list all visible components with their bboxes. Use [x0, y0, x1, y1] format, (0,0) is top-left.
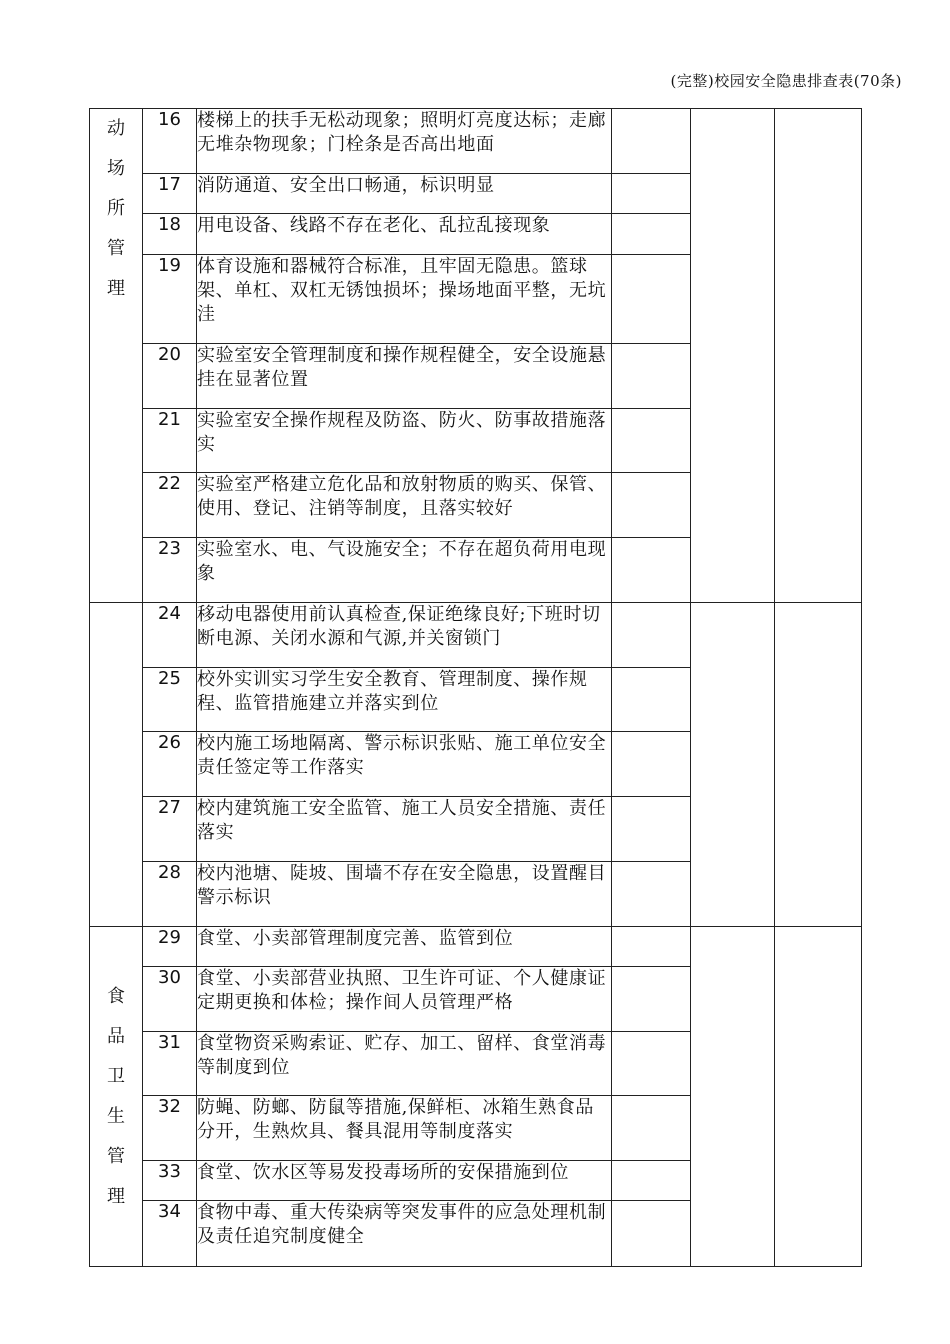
empty-cell[interactable]: [612, 473, 691, 538]
item-number: 28: [143, 862, 197, 927]
empty-cell[interactable]: [612, 409, 691, 473]
item-text: 实验室安全操作规程及防盗、防火、防事故措施落实: [197, 409, 612, 473]
item-number: 32: [143, 1096, 197, 1161]
empty-cell[interactable]: [691, 109, 775, 603]
item-text: 用电设备、线路不存在老化、乱拉乱接现象: [197, 214, 612, 255]
item-text: 校外实训实习学生安全教育、管理制度、操作规程、监管措施建立并落实到位: [197, 668, 612, 732]
empty-cell[interactable]: [691, 927, 775, 1267]
empty-cell[interactable]: [691, 603, 775, 927]
item-text: 食堂物资采购索证、贮存、加工、留样、食堂消毒等制度到位: [197, 1032, 612, 1096]
item-text: 实验室安全管理制度和操作规程健全，安全设施悬挂在显著位置: [197, 344, 612, 409]
item-number: 29: [143, 927, 197, 967]
empty-cell[interactable]: [612, 927, 691, 967]
category-cell: [90, 603, 143, 927]
empty-cell[interactable]: [612, 797, 691, 862]
item-text: 体育设施和器械符合标准，且牢固无隐患。篮球架、单杠、双杠无锈蚀损坏；操场地面平整，无坑洼: [197, 255, 612, 344]
item-text: 校内建筑施工安全监管、施工人员安全措施、责任落实: [197, 797, 612, 862]
table-row: [90, 603, 862, 668]
empty-cell[interactable]: [775, 109, 862, 603]
empty-cell[interactable]: [612, 603, 691, 668]
empty-cell[interactable]: [612, 1096, 691, 1161]
item-number: 23: [143, 538, 197, 603]
empty-cell[interactable]: [775, 603, 862, 927]
empty-cell[interactable]: [775, 927, 862, 1267]
empty-cell[interactable]: [612, 967, 691, 1032]
table-row: [90, 109, 862, 174]
item-number: 19: [143, 255, 197, 344]
item-number: 18: [143, 214, 197, 255]
empty-cell[interactable]: [612, 732, 691, 797]
empty-cell[interactable]: [612, 255, 691, 344]
item-text: 消防通道、安全出口畅通，标识明显: [197, 174, 612, 214]
empty-cell[interactable]: [612, 344, 691, 409]
table-row: [90, 927, 862, 967]
item-text: 实验室水、电、气设施安全；不存在超负荷用电现象: [197, 538, 612, 603]
empty-cell[interactable]: [612, 1161, 691, 1201]
item-text: 食物中毒、重大传染病等突发事件的应急处理机制及责任追究制度健全: [197, 1201, 612, 1267]
item-number: 20: [143, 344, 197, 409]
empty-cell[interactable]: [612, 214, 691, 255]
item-number: 26: [143, 732, 197, 797]
empty-cell[interactable]: [612, 174, 691, 214]
empty-cell[interactable]: [612, 862, 691, 927]
item-number: 22: [143, 473, 197, 538]
empty-cell[interactable]: [612, 109, 691, 174]
item-text: 食堂、小卖部营业执照、卫生许可证、个人健康证定期更换和体检；操作间人员管理严格: [197, 967, 612, 1032]
item-number: 31: [143, 1032, 197, 1096]
item-text: 实验室严格建立危化品和放射物质的购买、保管、使用、登记、注销等制度，且落实较好: [197, 473, 612, 538]
item-text: 楼梯上的扶手无松动现象；照明灯亮度达标；走廊无堆杂物现象；门栓条是否高出地面: [197, 109, 612, 174]
empty-cell[interactable]: [612, 1201, 691, 1267]
category-label: 食 品 卫 生 管 理: [107, 985, 125, 1207]
page-header-title: (完整)校园安全隐患排查表(70条): [670, 72, 902, 90]
item-text: 校内施工场地隔离、警示标识张贴、施工单位安全责任签定等工作落实: [197, 732, 612, 797]
category-label: 动 场 所 管 理: [107, 118, 125, 299]
category-cell: [90, 927, 143, 1267]
item-number: 30: [143, 967, 197, 1032]
item-text: 移动电器使用前认真检查,保证绝缘良好;下班时切断电源、关闭水源和气源,并关窗锁门: [197, 603, 612, 668]
hazard-checklist-table: [89, 108, 862, 1267]
empty-cell[interactable]: [612, 538, 691, 603]
item-text: 食堂、饮水区等易发投毒场所的安保措施到位: [197, 1161, 612, 1201]
empty-cell[interactable]: [612, 1032, 691, 1096]
item-text: 食堂、小卖部管理制度完善、监管到位: [197, 927, 612, 967]
item-number: 16: [143, 109, 197, 174]
item-number: 17: [143, 174, 197, 214]
category-cell: [90, 109, 143, 603]
item-number: 34: [143, 1201, 197, 1267]
item-number: 25: [143, 668, 197, 732]
item-text: 防蝇、防螂、防鼠等措施,保鲜柜、冰箱生熟食品分开，生熟炊具、餐具混用等制度落实: [197, 1096, 612, 1161]
item-text: 校内池塘、陡坡、围墙不存在安全隐患，设置醒目警示标识: [197, 862, 612, 927]
item-number: 33: [143, 1161, 197, 1201]
item-number: 27: [143, 797, 197, 862]
item-number: 21: [143, 409, 197, 473]
item-number: 24: [143, 603, 197, 668]
empty-cell[interactable]: [612, 668, 691, 732]
